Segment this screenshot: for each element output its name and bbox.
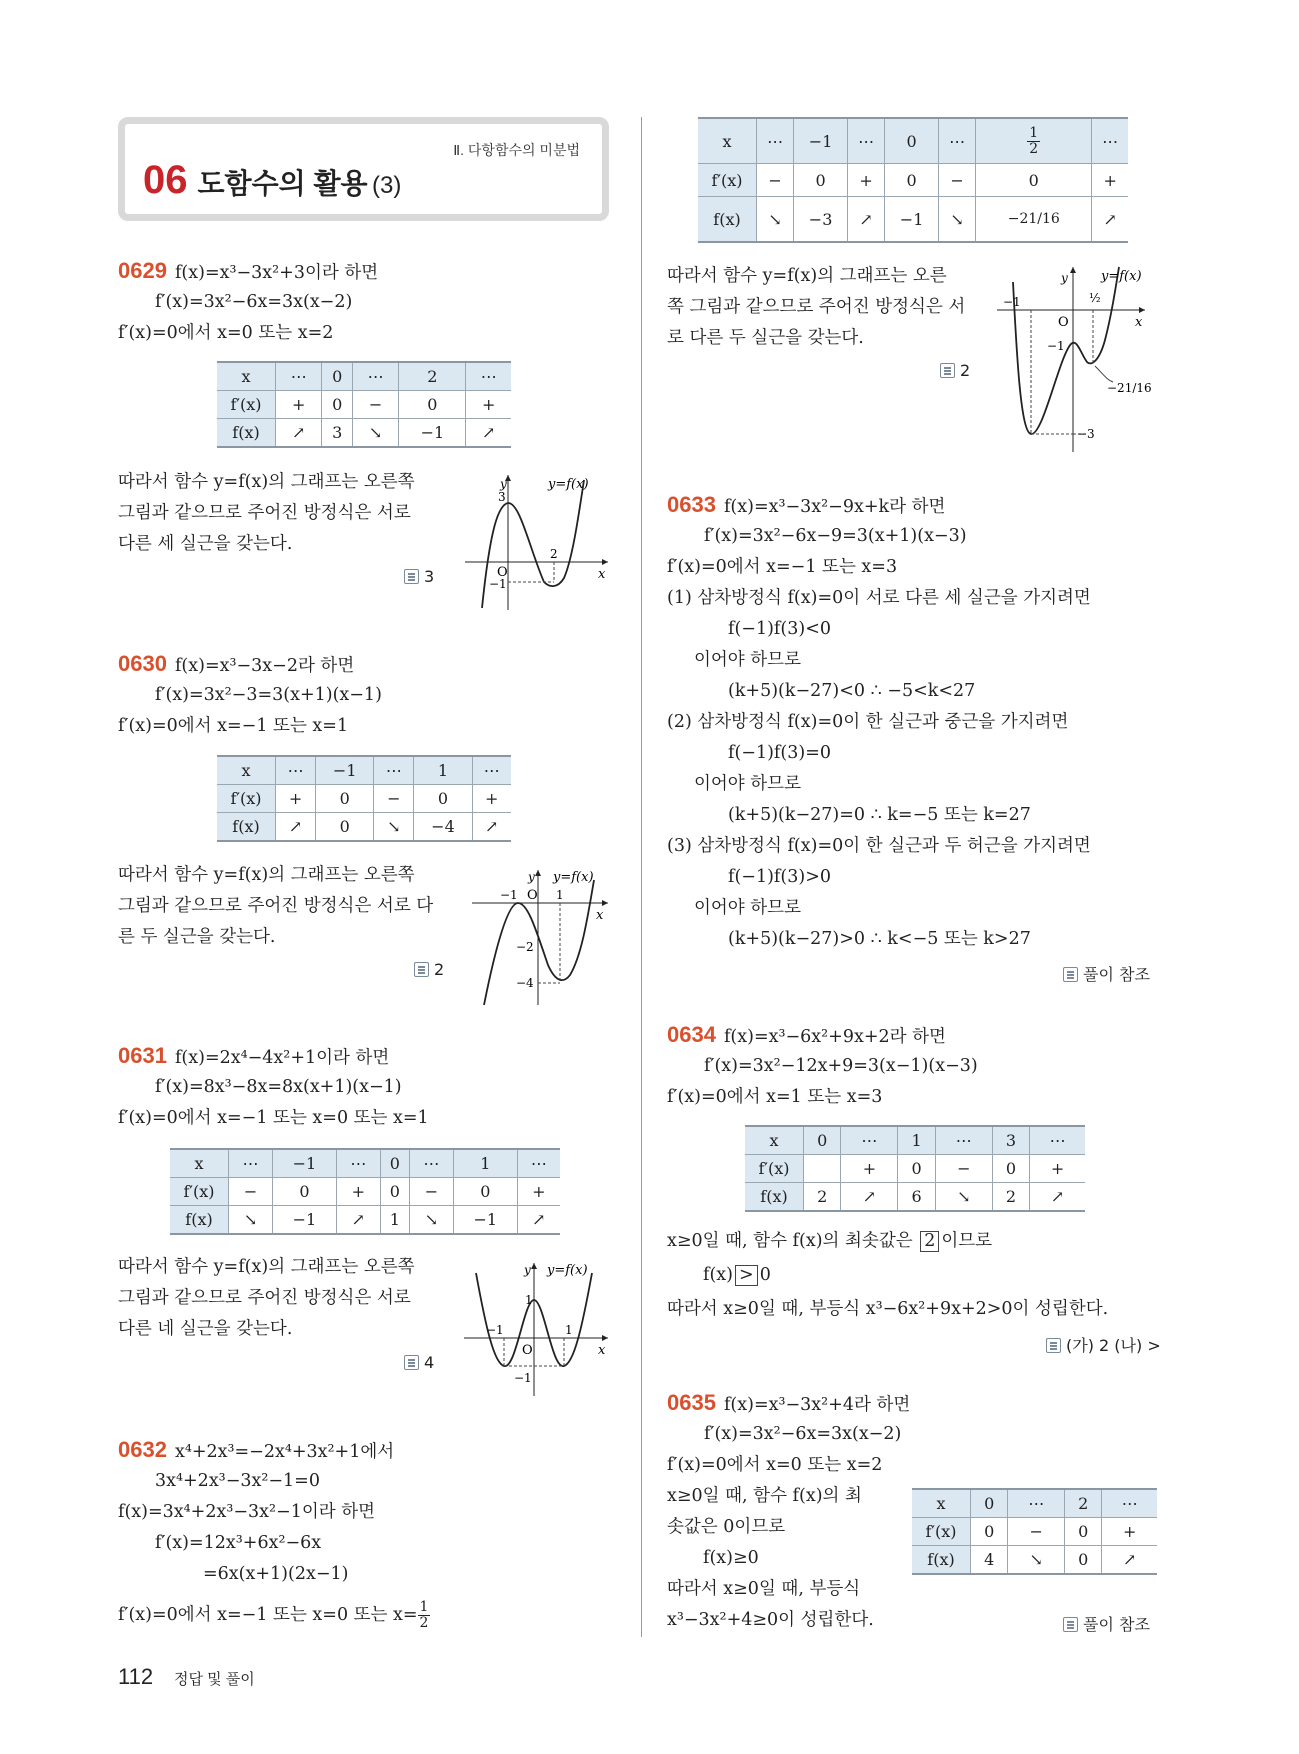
value-label: −21/16 (1107, 381, 1152, 395)
answer-icon (414, 962, 429, 977)
origin-label: O (527, 888, 538, 903)
axis-y-label: y (500, 477, 507, 491)
answer-icon (404, 569, 419, 584)
problem-0632-text-3: 로 다른 두 실근을 갖는다. (667, 328, 864, 348)
problem-0631-graph (462, 1258, 610, 1398)
problem-0630-text-3: 른 두 실근을 갖는다. (118, 927, 276, 947)
problem-0633-line-9: f(−1)f(3)=0 (728, 743, 831, 763)
problem-0633-line-1: 0633 f(x)=x³−3x²−9x+k라 하면 (667, 492, 946, 517)
problem-0635-answer: 풀이 참조 (1063, 1612, 1150, 1635)
problem-0630-line-2: f′(x)=3x²−3=3(x+1)(x−1) (155, 685, 382, 705)
problem-0635-line-1: 0635 f(x)=x³−3x²+4라 하면 (667, 1390, 911, 1415)
problem-0634-line-2: f′(x)=3x²−12x+9=3(x−1)(x−3) (704, 1056, 978, 1076)
problem-0633-line-11: (k+5)(k−27)=0 ∴ k=−5 또는 k=27 (728, 805, 1031, 825)
value-label: −4 (516, 976, 534, 990)
axis-x-label: x (598, 1343, 606, 1358)
value-label: 1 (565, 1323, 573, 1337)
function-label: y=f(x) (547, 1263, 588, 1278)
problem-0633-line-7: (k+5)(k−27)<0 ∴ −5<k<27 (728, 681, 976, 701)
problem-0635-table: x 0 ⋯ 2 ⋯ f′(x) 0 − 0 + f(x) 4 ↘ 0 ↗ (912, 1488, 1157, 1575)
axis-x-label: x (598, 567, 606, 582)
problem-0634-line-3: f′(x)=0에서 x=1 또는 x=3 (667, 1087, 883, 1107)
problem-0633-line-8: (2) 삼차방정식 f(x)=0이 한 실근과 중근을 가지려면 (667, 712, 1069, 732)
problem-0632-line-4: f′(x)=12x³+6x²−6x (155, 1533, 322, 1553)
problem-0633-line-4: (1) 삼차방정식 f(x)=0이 서로 다른 세 실근을 가지려면 (667, 588, 1091, 608)
axis-y-label: y (1061, 271, 1068, 285)
page-number: 112 (118, 1664, 154, 1689)
problem-0633-line-12: (3) 삼차방정식 f(x)=0이 한 실근과 두 허근을 가지려면 (667, 836, 1091, 856)
problem-0630-table: x ⋯ −1 ⋯ 1 ⋯ f′(x) + 0 − 0 + f(x) ↗ 0 ↘ −4 ↗ (217, 755, 511, 842)
problem-0629-table: x ⋯ 0 ⋯ 2 ⋯ f′(x) + 0 − 0 + f(x) ↗ 3 ↘ −1 ↗ (217, 361, 511, 448)
problem-0630-line-1: 0630 f(x)=x³−3x−2라 하면 (118, 651, 355, 676)
problem-0629-line-2: f′(x)=3x²−6x=3x(x−2) (155, 292, 353, 312)
problem-0631-answer: 4 (404, 1353, 434, 1372)
origin-label: O (1058, 315, 1069, 330)
problem-0635-line-3: f′(x)=0에서 x=0 또는 x=2 (667, 1455, 883, 1475)
problem-0629-line-1: 0629 f(x)=x³−3x²+3이라 하면 (118, 258, 379, 283)
problem-0635-line-6: f(x)≥0 (703, 1548, 759, 1568)
problem-0633-answer: 풀이 참조 (1063, 962, 1150, 985)
answer-icon (1046, 1338, 1061, 1353)
value-label: 2 (550, 547, 558, 561)
problem-0631-line-2: f′(x)=8x³−8x=8x(x+1)(x−1) (155, 1077, 402, 1097)
problem-0635-line-5: 솟값은 0이므로 (667, 1517, 786, 1537)
problem-0635-line-2: f′(x)=3x²−6x=3x(x−2) (704, 1424, 902, 1444)
value-label: −1 (514, 1371, 532, 1385)
problem-0632-line-2: 3x⁴+2x³−3x²−1=0 (155, 1471, 320, 1491)
problem-0632-text-2: 쪽 그림과 같으므로 주어진 방정식은 서 (667, 297, 966, 317)
function-label: y=f(x) (1101, 269, 1142, 284)
problem-0633-line-14: 이어야 하므로 (694, 898, 801, 918)
section-title-text: 도함수의 활용 (197, 168, 368, 199)
value-label: −1 (489, 577, 507, 591)
axis-x-label: x (1135, 315, 1143, 330)
origin-label: O (522, 1343, 533, 1358)
value-label: −1 (1047, 339, 1065, 353)
problem-0634-text-3: 따라서 x≥0일 때, 부등식 x³−6x²+9x+2>0이 성립한다. (667, 1299, 1109, 1319)
problem-0633-line-3: f′(x)=0에서 x=−1 또는 x=3 (667, 557, 898, 577)
problem-0634-text-2: f(x) > 0 (703, 1265, 771, 1285)
problem-0630-text-1: 따라서 함수 y=f(x)의 그래프는 오른쪽 (118, 865, 415, 885)
value-label: −1 (500, 888, 518, 902)
column-divider (641, 117, 642, 1637)
problem-0630-line-3: f′(x)=0에서 x=−1 또는 x=1 (118, 716, 349, 736)
problem-0633-line-5: f(−1)f(3)<0 (728, 619, 831, 639)
footer-label: 정답 및 풀이 (174, 1671, 255, 1688)
problem-0629-text-3: 다른 세 실근을 갖는다. (118, 534, 293, 554)
origin-label: O (497, 565, 508, 580)
value-label: 1 (556, 888, 564, 902)
problem-0631-table: x ⋯ −1 ⋯ 0 ⋯ 1 ⋯ f′(x) − 0 + 0 − 0 + f(x) ↘ −1 ↗ 1 ↘ −1 ↗ (170, 1148, 560, 1235)
value-label: −2 (516, 940, 534, 954)
answer-icon (1063, 967, 1078, 982)
section-part: (3) (372, 172, 402, 199)
problem-0633-line-13: f(−1)f(3)>0 (728, 867, 831, 887)
problem-0632-line-6: f′(x)=0에서 x=−1 또는 x=0 또는 x= $\frac{1}{2}$ (118, 1599, 429, 1631)
problem-0633-line-6: 이어야 하므로 (694, 650, 801, 670)
function-label: y=f(x) (548, 477, 589, 492)
problem-0630-text-2: 그림과 같으므로 주어진 방정식은 서로 다 (118, 896, 434, 916)
problem-0632-line-3: f(x)=3x⁴+2x³−3x²−1이라 하면 (118, 1502, 376, 1522)
problem-0633-line-15: (k+5)(k−27)>0 ∴ k<−5 또는 k>27 (728, 929, 1031, 949)
section-number: 06 (143, 158, 188, 202)
problem-0632-text-1: 따라서 함수 y=f(x)의 그래프는 오른 (667, 266, 947, 286)
problem-0632-line-5: =6x(x+1)(2x−1) (203, 1564, 349, 1584)
problem-0633-line-10: 이어야 하므로 (694, 774, 801, 794)
value-label: ½ (1089, 291, 1101, 305)
problem-0629-text-1: 따라서 함수 y=f(x)의 그래프는 오른쪽 (118, 472, 415, 492)
blank-box-b: > (735, 1265, 758, 1286)
problem-0631-line-3: f′(x)=0에서 x=−1 또는 x=0 또는 x=1 (118, 1108, 429, 1128)
problem-0632-graph (995, 262, 1165, 457)
problem-0631-text-1: 따라서 함수 y=f(x)의 그래프는 오른쪽 (118, 1257, 415, 1277)
problem-0635-line-4: x≥0일 때, 함수 f(x)의 최 (667, 1486, 862, 1506)
value-label: −1 (1003, 295, 1021, 309)
answer-icon (940, 363, 955, 378)
value-label: −1 (486, 1323, 504, 1337)
problem-0630-answer: 2 (414, 960, 444, 979)
answer-icon (1063, 1617, 1078, 1632)
axis-y-label: y (524, 1263, 531, 1277)
value-label: 3 (498, 490, 506, 504)
problem-0633-line-2: f′(x)=3x²−6x−9=3(x+1)(x−3) (704, 526, 967, 546)
problem-0631-text-2: 그림과 같으므로 주어진 방정식은 서로 (118, 1288, 411, 1308)
value-label: 1 (525, 1293, 533, 1307)
axis-y-label: y (528, 870, 535, 884)
section-header (118, 117, 609, 221)
problem-0632-table: x ⋯ −1 ⋯ 0 ⋯ $\frac{1}{2}$ ⋯ f′(x) − 0 + 0 − 0 + f(x) ↘ −3 ↗ −1 ↘ −21/16 ↗ (698, 117, 1128, 243)
problem-0634-answer: (가) 2 (나) > (1046, 1333, 1161, 1356)
problem-0629-answer: 3 (404, 567, 434, 586)
value-label: −3 (1077, 427, 1095, 441)
problem-0631-text-3: 다른 네 실근을 갖는다. (118, 1319, 293, 1339)
problem-0629-line-3: f′(x)=0에서 x=0 또는 x=2 (118, 323, 334, 343)
half-cell: $\frac{1}{2}$ (976, 118, 1092, 164)
problem-0634-text-1: x≥0일 때, 함수 f(x)의 최솟값은 2 이므로 (667, 1231, 993, 1251)
section-subtitle: Ⅱ. 다항함수의 미분법 (453, 142, 580, 158)
section-title (143, 158, 401, 203)
problem-0629-graph (460, 470, 610, 615)
problem-0630-graph (470, 865, 610, 1010)
problem-0635-line-8: x³−3x²+4≥0이 성립한다. (667, 1610, 874, 1630)
answer-icon (404, 1355, 419, 1370)
problem-0632-line-1: 0632 x⁴+2x³=−2x⁴+3x²+1에서 (118, 1437, 395, 1462)
problem-0631-line-1: 0631 f(x)=2x⁴−4x²+1이라 하면 (118, 1043, 390, 1068)
axis-x-label: x (596, 908, 604, 923)
function-label: y=f(x) (553, 870, 594, 885)
problem-0634-line-1: 0634 f(x)=x³−6x²+9x+2라 하면 (667, 1022, 946, 1047)
problem-0634-table: x 0 ⋯ 1 ⋯ 3 ⋯ f′(x) + 0 − 0 + f(x) 2 ↗ 6 ↘ 2 ↗ (745, 1125, 1085, 1212)
problem-0635-line-7: 따라서 x≥0일 때, 부등식 (667, 1579, 861, 1599)
problem-0629-text-2: 그림과 같으므로 주어진 방정식은 서로 (118, 503, 411, 523)
blank-box-a: 2 (920, 1231, 939, 1252)
problem-0632-answer: 2 (940, 361, 970, 380)
